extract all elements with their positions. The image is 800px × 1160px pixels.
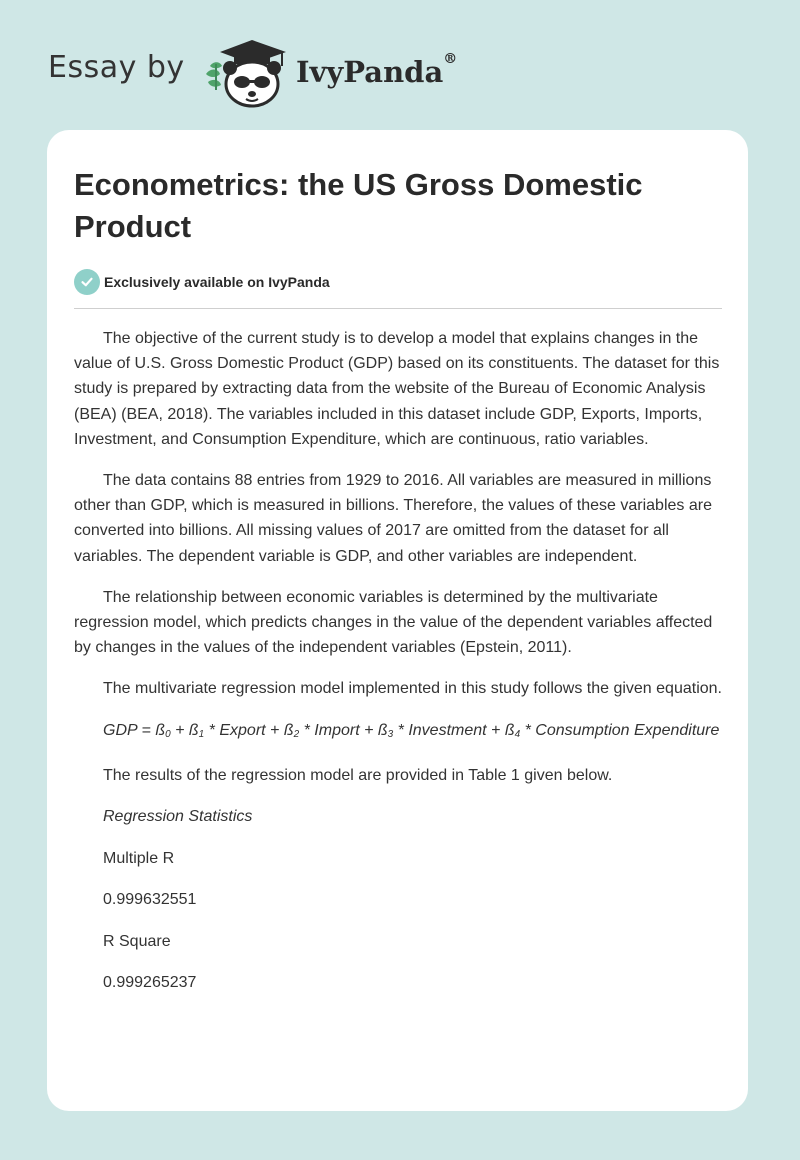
registered-mark: ®	[443, 51, 458, 67]
eq-subscript: 3	[387, 728, 394, 740]
eq-subscript: 4	[514, 728, 521, 740]
eq-part: * Investment + ß	[393, 721, 515, 739]
paragraph: The multivariate regression model implemented in this study follows the given equation.	[103, 680, 722, 698]
paragraph: The objective of the current study is to develop a model that explains changes in the value of U.S. Gross Domestic Product (GDP) based on its constituents. The dataset for this study is prepared by extracting data from the website of the Bureau of Economic Analysis (BEA) (BEA, 2018). The variables included in this dataset include GDP, Exports, Imports, Investment, and Consumption Expenditure, which are continuous, ratio variables.	[74, 330, 720, 448]
eq-subscript: 0	[165, 728, 171, 740]
check-icon	[74, 269, 100, 295]
eq-part: * Consumption Expenditure	[520, 721, 720, 739]
eq-part: + ß	[170, 721, 199, 739]
eq-part: * Import + ß	[299, 721, 388, 739]
panda-logo-icon[interactable]	[200, 36, 292, 110]
article-body	[74, 326, 724, 996]
stat-label: Multiple R	[103, 849, 175, 867]
site-header	[0, 0, 800, 130]
exclusive-badge-row	[74, 268, 722, 296]
paragraph: The relationship between economic variables is determined by the multivariate regression model, which predicts changes in the value of the dependent variables affected by changes in the values of the independent variables (Epstein, 2011).	[74, 588, 713, 657]
regression-equation	[74, 718, 724, 747]
brand-text: IvyPanda	[296, 55, 444, 89]
stats-heading: Regression Statistics	[103, 808, 253, 826]
eq-part: * Export + ß	[204, 721, 294, 739]
eq-part: GDP = ß	[103, 721, 166, 739]
essay-card	[47, 130, 748, 1111]
results-intro: The results of the regression model are provided in Table 1 given below.	[103, 766, 613, 784]
exclusive-label: Exclusively available on IvyPanda	[104, 274, 330, 290]
paragraph: The data contains 88 entries from 1929 to 2016. All variables are measured in millions other than GDP, which is measured in billions. Therefore, the values of these variables are converted into billions. All missing values of 2017 are omitted from the dataset for all variables. The dependent variable is GDP, and other variables are independent.	[74, 472, 712, 565]
stat-value: 0.999632551	[103, 891, 197, 909]
eq-subscript: 2	[293, 728, 300, 740]
page-title: Econometrics: the US Gross Domestic Product	[74, 167, 643, 244]
essay-by-label: Essay by	[48, 50, 185, 85]
stat-label: R Square	[103, 932, 171, 950]
brand-name[interactable]	[296, 51, 458, 89]
divider	[74, 308, 722, 309]
eq-subscript: 1	[198, 728, 205, 740]
stat-value: 0.999265237	[103, 974, 197, 992]
